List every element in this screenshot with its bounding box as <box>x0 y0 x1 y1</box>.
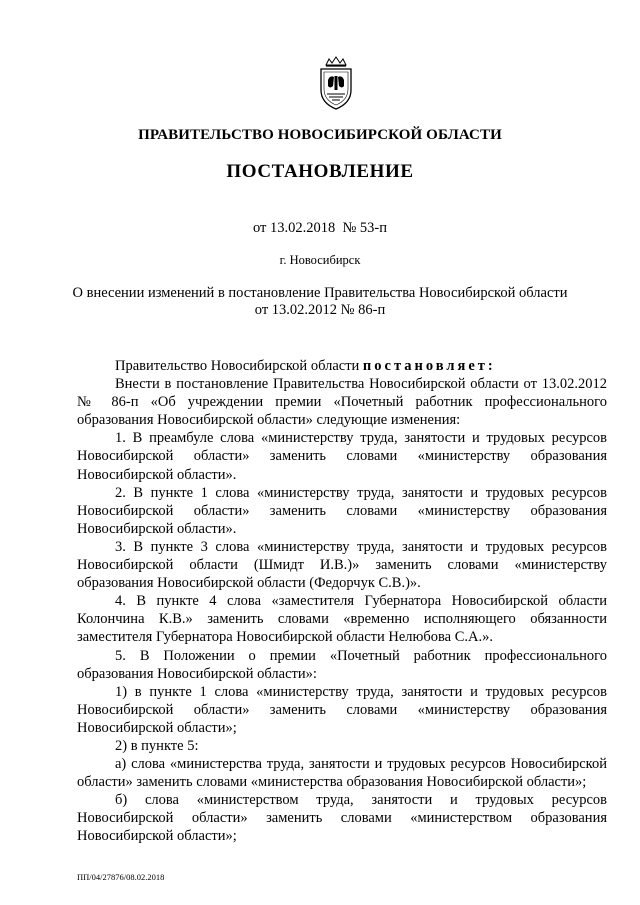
paragraph-item-3: 3. В пункте 3 слова «министерству труда, занятости и трудовых ресурсов Новосибирской области (Шмидт И.В.)» заменить словами «министерству образования Новосибирской области (Федорчук С.В.)». <box>77 538 607 592</box>
decree-intro <box>77 357 607 375</box>
document-body <box>77 357 607 846</box>
subject-line-2: от 13.02.2012 № 86-п <box>254 302 386 318</box>
document-subject <box>0 285 640 319</box>
paragraph-item-4: 4. В пункте 4 слова «заместителя Губернатора Новосибирской области Колончина К.В.» заменить словами «временно исполняющего обязанности заместителя Губернатора Новосибирской области Нелюбова С.А.». <box>77 593 607 646</box>
paragraph-item-2: 2. В пункте 1 слова «министерству труда, занятости и трудовых ресурсов Новосибирской области» заменить словами «министерству образования Новосибирской области». <box>77 484 607 537</box>
subject-line-1: О внесении изменений в постановление Правительства Новосибирской области <box>72 285 568 301</box>
document-type: ПОСТАНОВЛЕНИЕ <box>226 161 414 182</box>
paragraph-item-1: 1. В преамбуле слова «министерству труда, занятости и трудовых ресурсов Новосибирской области» заменить словами «министерству образования Новосибирской области». <box>77 430 607 483</box>
date-number-line: от 13.02.2018 № 53-п <box>252 220 388 236</box>
decree-word: постановляет: <box>362 358 496 374</box>
document-registry-code: ПП/04/27876/08.02.2018 <box>77 872 165 882</box>
paragraph-subitem-5-1: 1) в пункте 1 слова «министерству труда, занятости и трудовых ресурсов Новосибирской области» заменить словами «министерству образования Новосибирской области»; <box>77 683 607 736</box>
organization-title: ПРАВИТЕЛЬСТВО НОВОСИБИРСКОЙ ОБЛАСТИ <box>138 127 502 143</box>
paragraph-subitem-5-2-b: б) слова «министерством труда, занятости и трудовых ресурсов Новосибирской области» заменить словами «министерством образования Новосибирской области»; <box>77 792 607 845</box>
decree-intro-text: Правительство Новосибирской области <box>115 358 360 374</box>
city-line: г. Новосибирск <box>279 253 361 267</box>
paragraph-item-5: 5. В Положении о премии «Почетный работник профессионального образования Новосибирской области»: <box>77 647 607 682</box>
paragraph-preamble: Внести в постановление Правительства Новосибирской области от 13.02.2012 № 86-п «Об учреждении премии «Почетный работник профессионального образования Новосибирской области» следующие изменения: <box>77 376 607 429</box>
paragraph-subitem-5-2: 2) в пункте 5: <box>115 737 199 754</box>
paragraph-subitem-5-2-a: а) слова «министерства труда, занятости и трудовых ресурсов Новосибирской области» заменить словами «министерства образования Новосибирской области»; <box>77 756 607 791</box>
coat-of-arms-icon <box>316 56 356 111</box>
